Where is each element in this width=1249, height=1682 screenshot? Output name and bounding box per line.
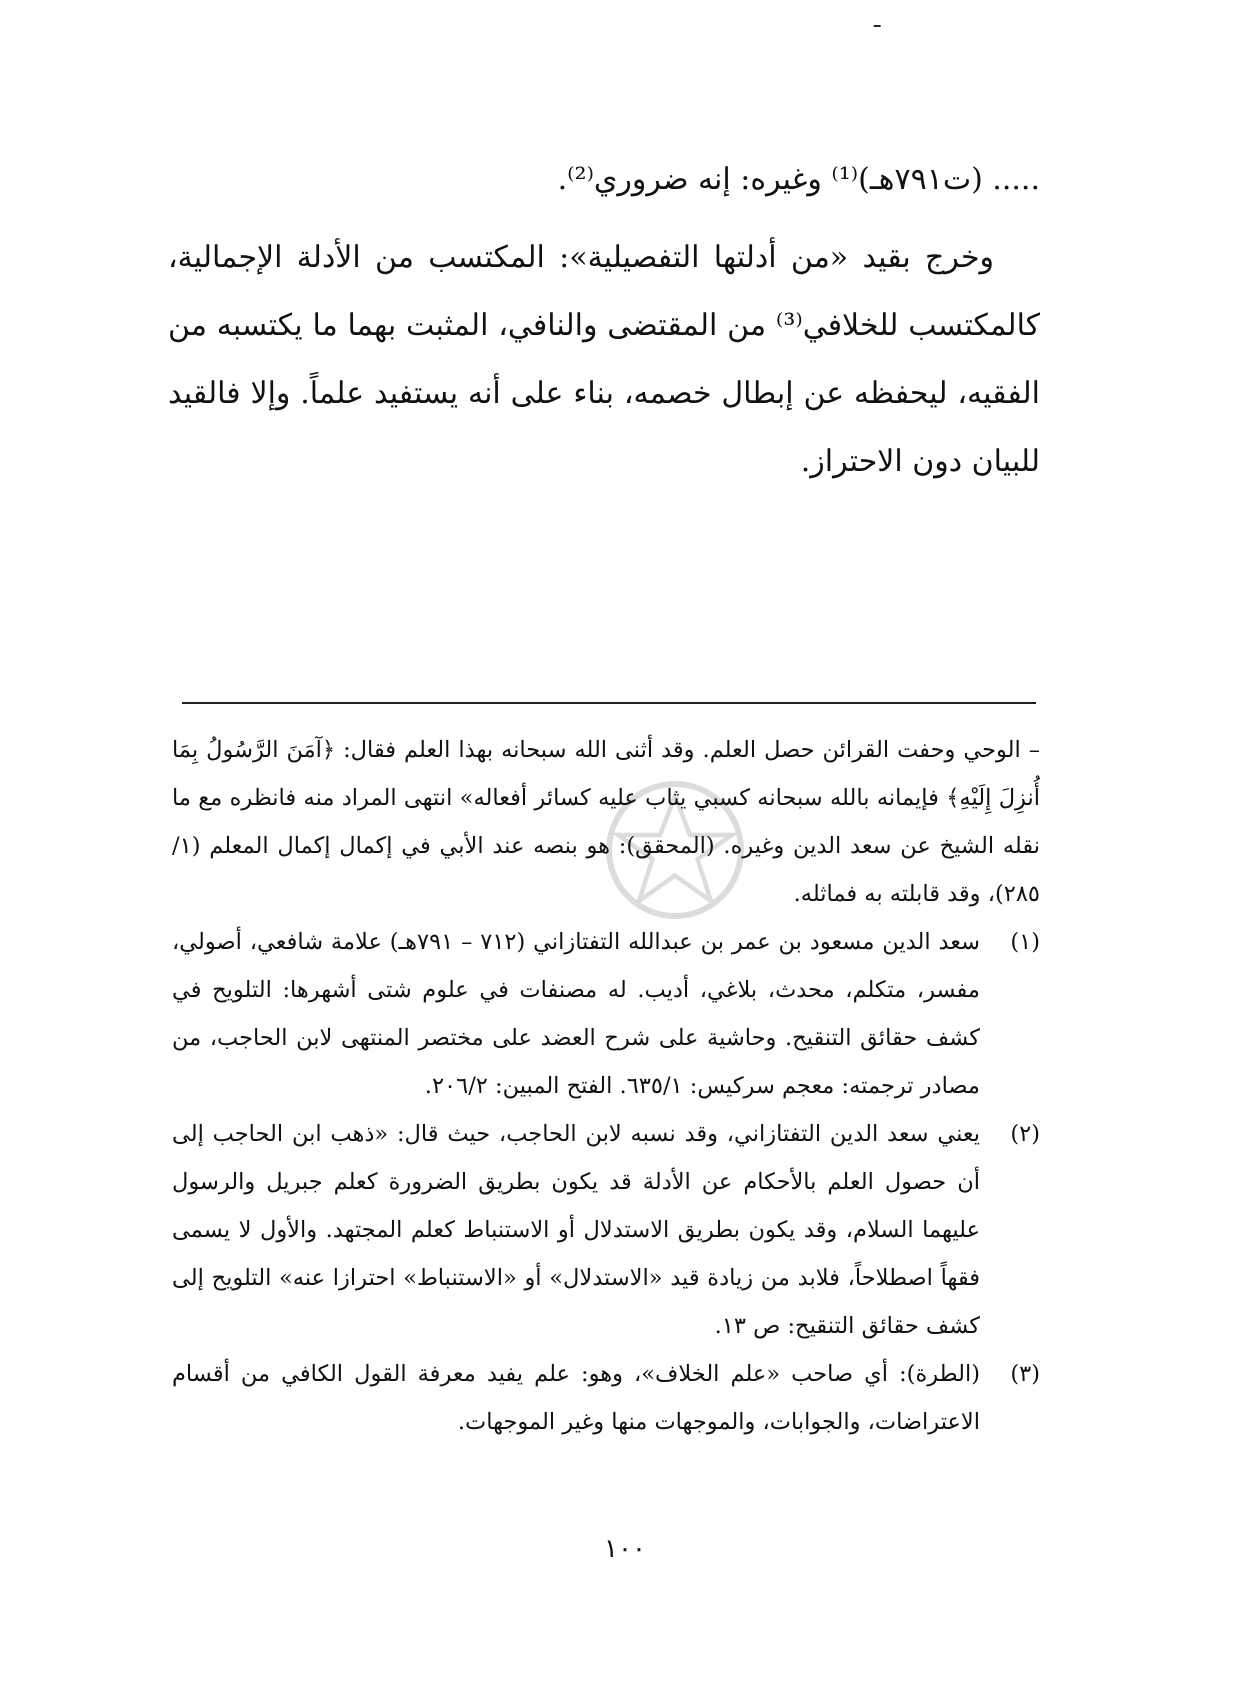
footnote-text: يعني سعد الدين التفتازاني، وقد نسبه لابن الحاجب، حيث قال: «ذهب ابن الحاجب إلى أن حصول العلم بالأحكام عن الأدلة قد يكون بطريق الضرورة كعلم جبريل والرسول عليهما السلام، وقد يكون بطريق الاستدلال أو الاستنباط كعلم المجتهد. والأول لا يسمى فقهاً اصطلاحاً، فلابد من زيادة قيد «الاستدلال» أو «الاستنباط» احترازا عنه» التلويح إلى كشف حقائق التنقيح: ص ١٣. [172,1121,980,1339]
footnote-number: (٣) [1010,1361,1040,1387]
footnote-text: (الطرة): أي صاحب «علم الخلاف»، وهو: علم يفيد معرفة القول الكافي من أقسام الاعتراضات، والجوابات، والموجهات منها وغير الموجهات. [172,1361,980,1435]
footnote-2 [172,1110,1040,1350]
footnote-3 [172,1350,1040,1446]
footnote-1 [172,918,1040,1110]
footnote-text: سعد الدين مسعود بن عمر بن عبدالله التفتازاني (٧١٢ – ٧٩١هـ) علامة شافعي، أصولي، مفسر، متكلم، محدث، بلاغي، أديب. له مصنفات في علوم شتى أشهرها: التلويح في كشف حقائق التنقيح. وحاشية على شرح العضد على مختصر المنتهى لابن الحاجب، من مصادر ترجمته: معجم سركيس: ٦٣٥/١. الفتح المبين: ٢٠٦/٢. [172,929,980,1099]
footnote-number: (٢) [1010,1121,1040,1147]
page-number: ١٠٠ [604,1534,646,1564]
footnote-number: (١) [1010,929,1040,955]
footnote-separator [182,702,1036,704]
footnote-continuation: – الوحي وحفت القرائن حصل العلم. وقد أثنى الله سبحانه بهذا العلم فقال: ﴿آمَنَ الرَّسُولُ بِمَا أُنزِلَ إِلَيْهِ﴾ فإيمانه بالله سبحانه كسبي يثاب عليه كسائر أفعاله» انتهى المراد منه فانظره مع ما نقله الشيخ عن سعد الدين وغيره. (المحقق): هو بنصه عند الأبي في إكمال إكمال المعلم (١/ ٢٨٥)، وقد قابلته به فماثله. [172,737,1040,907]
main-text [168,146,1040,496]
main-first-line: ..... (ت٧٩١هـ)⁽¹⁾ وغيره: إنه ضروري⁽²⁾. [557,162,1040,197]
footnotes [172,726,1040,1446]
top-mark: ـ [874,8,881,33]
main-paragraph: وخرج بقيد «من أدلتها التفصيلية»: المكتسب من الأدلة الإجمالية، كالمكتسب للخلافي⁽³⁾ من المقتضى والنافي، المثبت بهما ما يكتسبه من الفقيه، ليحفظه عن إبطال خصمه، بناء على أنه يستفيد علماً. وإلا فالقيد للبيان دون الاحتراز. [168,240,1040,479]
